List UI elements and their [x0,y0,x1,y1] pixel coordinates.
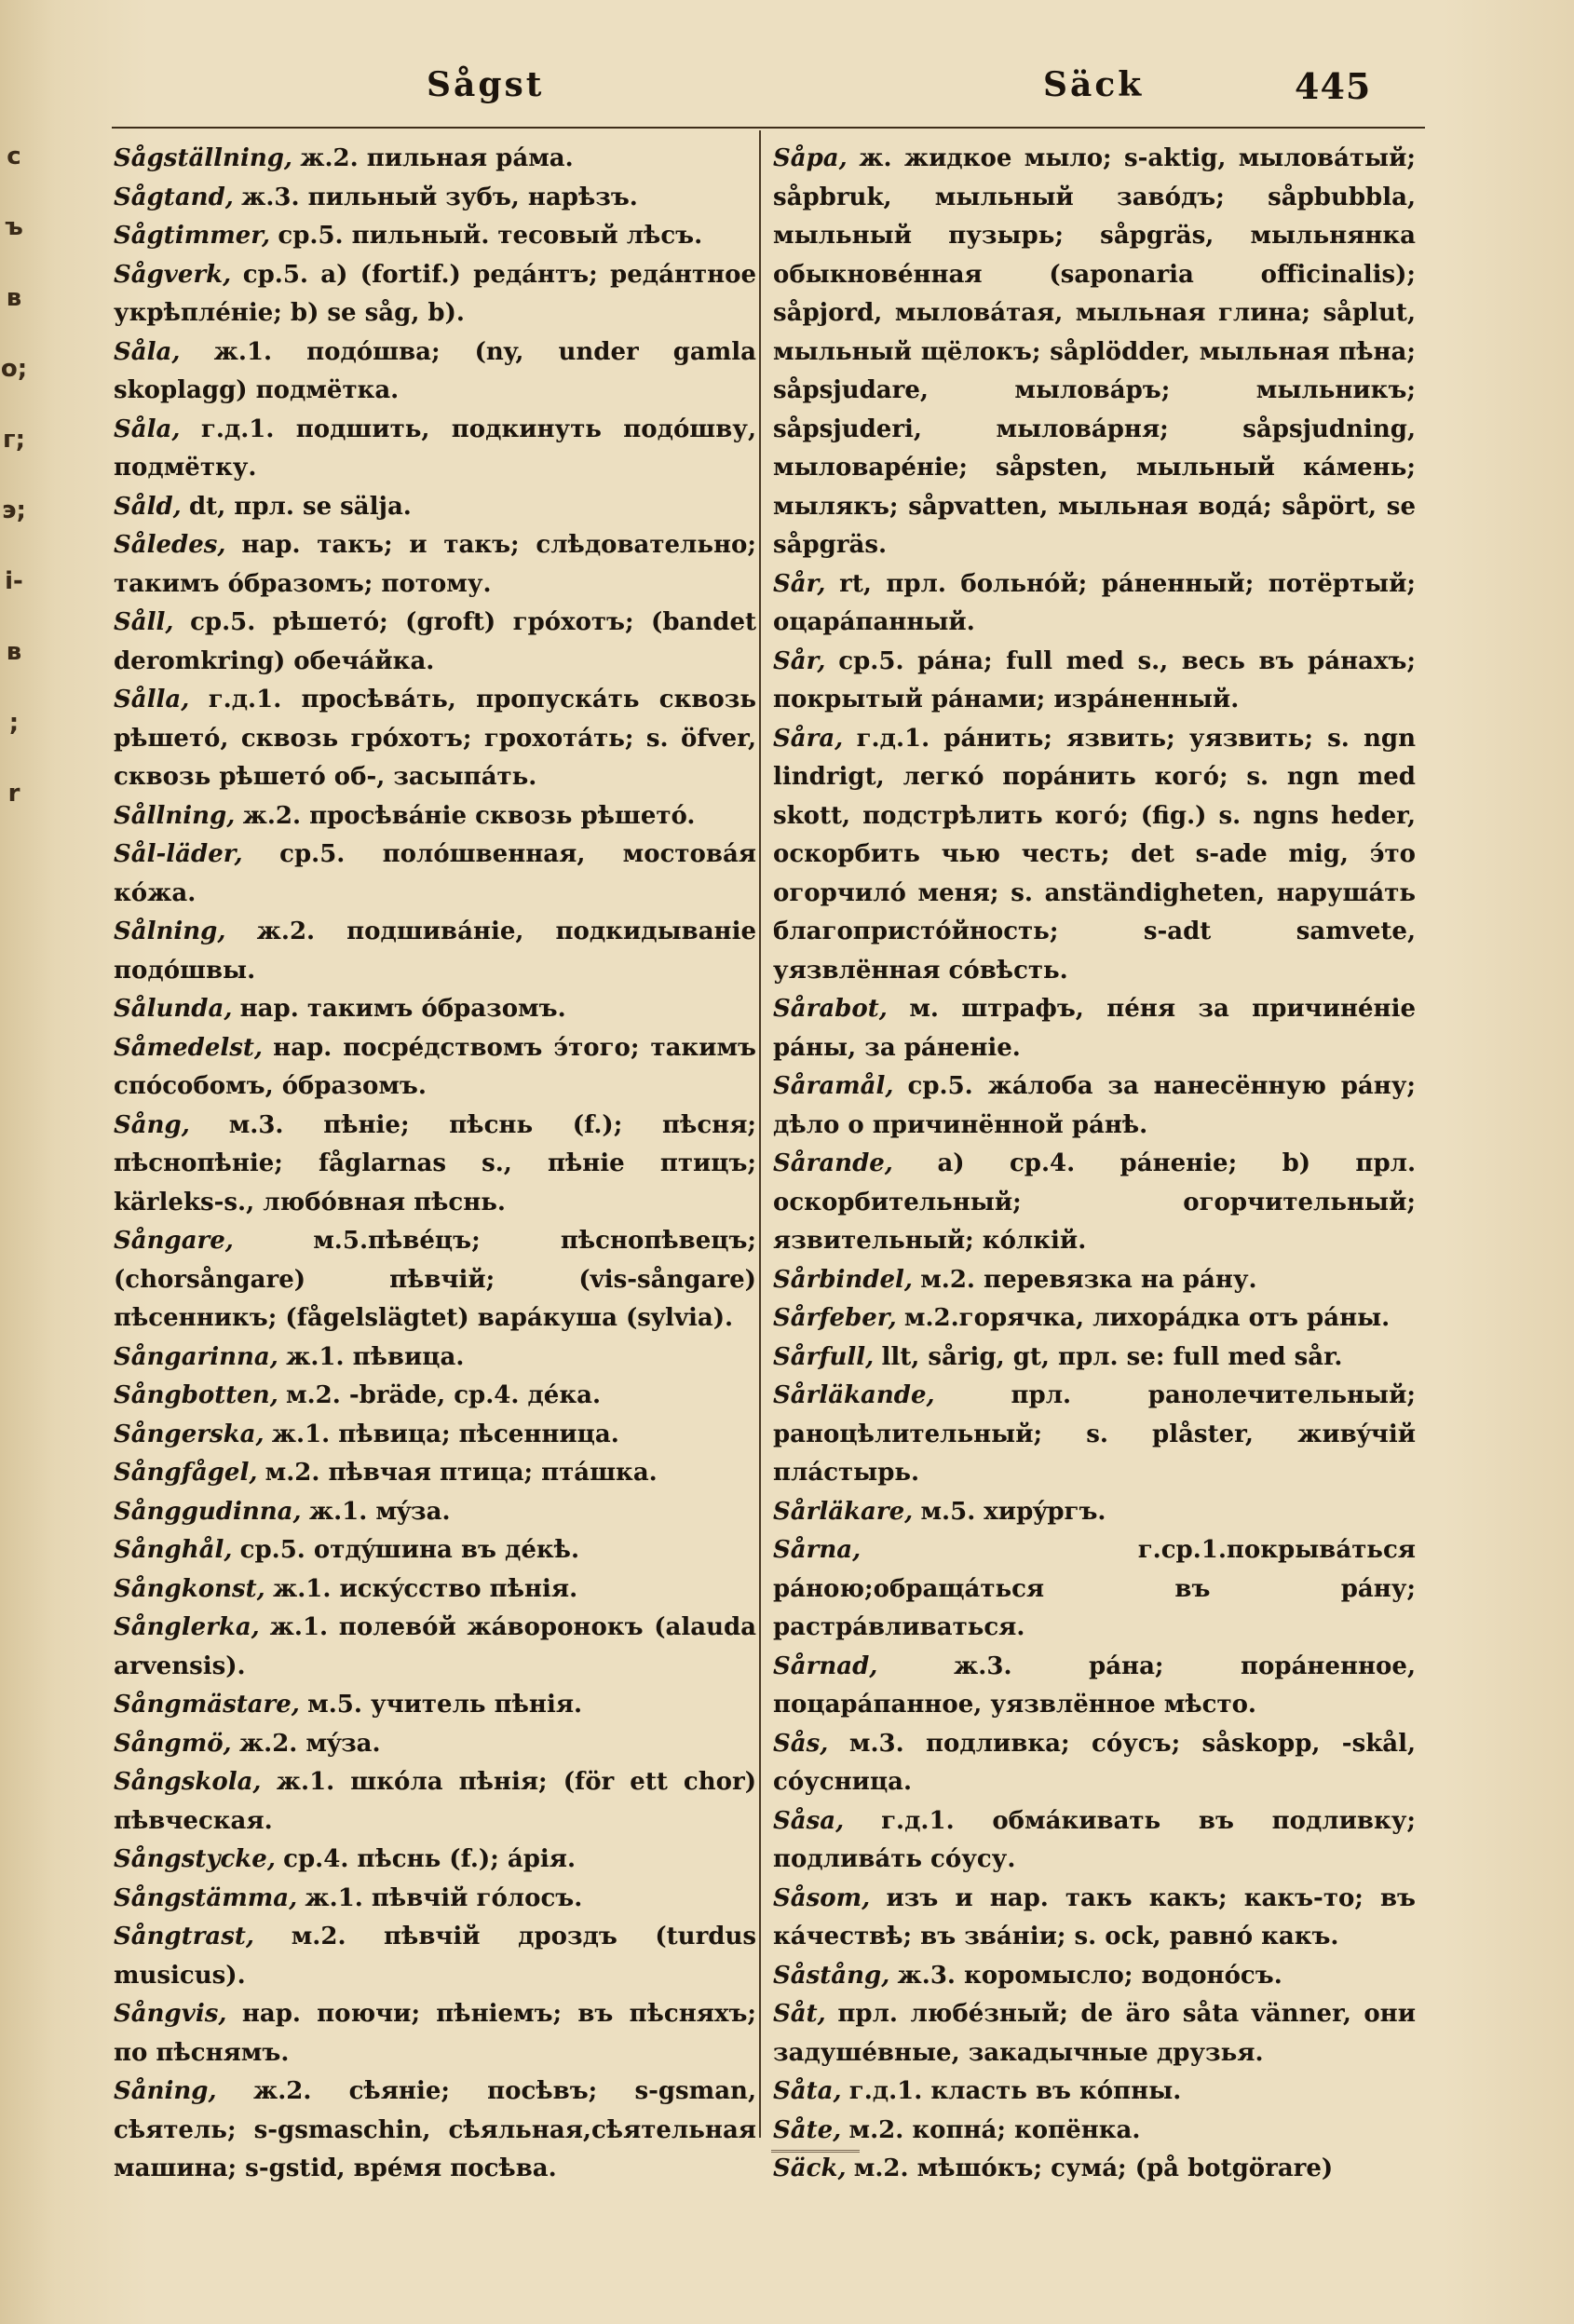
dictionary-entry [114,1686,756,1725]
definition: г.д.1. обмáкивать въ подливку; подливáть сóусу. [773,1806,1417,1873]
headword: Sår, [773,569,826,598]
headword: Såning, [114,2077,217,2105]
dictionary-entry [773,1957,1416,1996]
definition: ср.4. пѣснь (f.); áрія. [283,1845,577,1873]
margin-fragment: в [6,638,22,666]
definition: м.3. подливка; сóусъ; såskopp, -skål, сóусница. [773,1729,1417,1796]
headword: Sånglerka, [114,1613,260,1641]
dictionary-entry [114,1763,756,1841]
dictionary-entry [114,604,756,681]
headword: Sångmästare, [114,1691,300,1719]
definition: м.5. учитель пѣнія. [307,1691,583,1719]
margin-fragment: ъ [5,213,23,241]
definition: ж.2. пильная páма. [300,144,574,172]
definition: ср.5. пильный. тесовый лѣсъ. [278,222,703,250]
dictionary-entry [773,990,1416,1067]
dictionary-entry [114,1841,756,1880]
headword: Sålning, [114,917,226,945]
headword: Sångvis, [114,2000,227,2028]
definition: прл. любéзный; de äro såta vänner, они задушéвные, закадычные друзья. [773,2000,1416,2067]
dictionary-entry [773,2112,1416,2151]
headword: Sångtrast, [114,1923,254,1950]
dictionary-entry [773,1145,1416,1261]
dictionary-entry [114,2073,756,2189]
dictionary-entry [114,1222,756,1339]
headword: Sångbotten, [114,1381,278,1409]
dictionary-entry [773,2073,1416,2112]
definition: нар. посрéдствомъ э́того; такимъ спóсобомъ, óбразомъ. [114,1033,756,1100]
margin-fragment: ; [8,709,20,737]
column-divider [759,130,761,2138]
dictionary-entry [114,1029,756,1107]
dictionary-entry [114,681,756,797]
definition: ср.5. жáлоба за нанесённую рáну; дѣло о причинённой рáнѣ. [773,1072,1416,1139]
headword: Sång, [114,1110,190,1139]
dictionary-entry [773,643,1416,720]
definition: ж.1. пѣвица. [286,1342,465,1371]
margin-fragment: о; [0,355,28,383]
headword: Sålunda, [114,995,233,1023]
dictionary-entry [114,179,756,218]
previous-page-edge [0,121,28,1984]
headword: Sås, [773,1729,829,1758]
headword: Sånggudinna, [114,1497,302,1526]
headword: Sårläkare, [773,1497,914,1526]
headword: Såpa, [773,144,848,172]
dictionary-entry [773,1067,1416,1145]
headword: Sår, [773,646,826,675]
headword: Sångstämma, [114,1883,298,1912]
dictionary-entry [114,333,756,411]
headword: Såld, [114,492,182,521]
definition: ж.2. мýза. [238,1729,381,1758]
dictionary-entry [114,1531,756,1570]
dictionary-entry [114,526,756,604]
headword: Såstång, [773,1961,890,1990]
dictionary-entry [114,411,756,488]
headword: Sålla, [114,686,190,714]
dictionary-entry [773,1493,1416,1532]
headword: Sårnad, [773,1651,878,1680]
dictionary-entry [114,990,756,1029]
definition: г.д.1. рáнить; язвить; уязвить; s. ngn lindrigt, легкó порáнить когó; s. ngn med skott, подстрѣлить когó; (fig.) s. ngns heder, оскорбить чью честь; det s-ade mig, э́то огорчилó меня; s. anständigheten, нарушáть благопристóйность; s-adt samvete, уязвлённая сóвѣсть. [773,724,1417,985]
definition: ж.1. мýза. [308,1497,451,1526]
definition: ж.3. пильный зубъ, нарѣзъ. [241,183,638,211]
dictionary-entry [773,565,1416,643]
right-column [773,140,1416,2189]
dictionary-entry [773,1880,1416,1957]
margin-fragment: r [7,780,20,808]
definition: м.2. пѣвчая птица; птáшка. [265,1459,658,1487]
headword: Sårbindel, [773,1265,913,1294]
definition: нар. поючи; пѣніемъ; въ пѣсняхъ; по пѣснямъ. [114,2000,756,2067]
definition: ж.3. рáна; порáненное, поцарáпанное, уязвлённое мѣсто. [773,1651,1416,1719]
definition: м.3. пѣніе; пѣснь (f.); пѣсня; пѣснопѣніе; fåglarnas s., пѣніе птицъ; kärleks-s., любóвная пѣснь. [114,1110,757,1216]
headword: Sågställning, [114,144,292,172]
definition: ж.1. шкóла пѣнія; (för ett chor) пѣвческая. [114,1768,757,1835]
dictionary-entry [114,1609,756,1686]
headword: Sål-läder, [114,840,243,868]
dictionary-entry [114,797,756,836]
headword: Sårläkande, [773,1381,935,1409]
dictionary-entry [114,1570,756,1610]
dictionary-entry [114,1493,756,1532]
dictionary-entry [773,1802,1416,1880]
margin-fragment: э; [2,496,26,524]
definition: ж.1. полевóй жáворонокъ (alauda arvensis). [114,1613,757,1680]
page-header [0,65,1574,121]
header-rule [112,127,1425,129]
headword: Sårande, [773,1149,893,1177]
headword: Såte, [773,2115,842,2144]
headword: Såla, [114,415,181,443]
definition: г.д.1. подшить, подкинуть подóшву, подмётку. [114,415,756,482]
definition: м.5.пѣвéцъ; пѣснопѣвецъ; (chorsångare) пѣвчій; (vis-sångare) пѣсенникъ; (fågelslägtet) варáкуша (sylvia). [114,1227,756,1332]
dictionary-entry [114,1880,756,1919]
definition: ж.1. подóшва; (ny, under gamla skoplagg) подмётка. [114,337,757,404]
headword: Sågtimmer, [114,222,271,250]
dictionary-entry [773,720,1416,991]
headword: Sångmö, [114,1729,232,1758]
dictionary-entry [114,1454,756,1493]
definition: м.2. мѣшóкъ; сумá; (på botgörare) [853,2154,1334,2182]
dictionary-entry [773,1531,1416,1648]
definition: м.2. копнá; копёнка. [848,2115,1141,2144]
headword: Sågtand, [114,183,234,211]
definition: ср.5. полóшвенная, мостовáя кóжа. [114,840,757,907]
definition: ж.2. просѣвáніе сквозь рѣшетó. [242,801,696,830]
headword: Sårfeber, [773,1304,897,1332]
headword: Säck, [773,2154,847,2182]
dictionary-entry [773,1377,1416,1493]
margin-fragment: г; [3,426,25,454]
definition: ср.5. отдýшина въ дéкѣ. [239,1536,579,1564]
headword: Såta, [773,2077,842,2105]
dictionary-entry [114,1995,756,2073]
headword: Sångstycke, [114,1845,276,1873]
headword: Sågverk, [114,260,232,289]
definition: прл. ранолечительный; раноцѣлительный; s. plåster, живýчій плáстырь. [773,1381,1417,1487]
dictionary-entry [773,1995,1416,2073]
headword: Sårna, [773,1536,862,1564]
definition: ср.5. a) (fortif.) редáнтъ; редáнтное укрѣплéніе; b) se såg, b). [114,260,756,327]
dictionary-entry [114,1416,756,1455]
dictionary-entry [114,217,756,256]
dictionary-entry [114,1725,756,1764]
headword: Sångerska, [114,1420,265,1448]
headword: Sållning, [114,801,236,830]
definition: изъ и нар. такъ какъ; какъ-то; въ кáчествѣ; въ звáніи; s. ock, равнó какъ. [773,1883,1416,1950]
definition: ср.5. рѣшетó; (groft) грóхотъ; (bandet deromkring) обечáйка. [114,608,756,675]
dictionary-entry [114,1339,756,1378]
definition: м.2.горячка, лихорáдка отъ рáны. [903,1304,1391,1332]
definition: ж.3. коромысло; водонóсъ. [897,1961,1282,1990]
page-number: 445 [1295,65,1372,107]
definition: ж.1. пѣвчій гóлосъ. [305,1883,583,1912]
definition: llt, sårig, gt, прл. se: full med sår. [881,1342,1343,1371]
left-guide-word: Sågst [427,65,545,104]
headword: Sångfågel, [114,1459,258,1487]
dictionary-entry [773,2150,1416,2189]
dictionary-entry [773,1339,1416,1378]
dictionary-entry [773,1725,1416,1802]
definition: м.5. хирýргъ. [920,1497,1106,1526]
definition: нар. такимъ óбразомъ. [239,995,566,1023]
right-guide-word: Säck [1043,65,1145,104]
headword: Sångare, [114,1227,234,1255]
dictionary-entry [114,256,756,333]
left-column [114,140,756,2189]
dictionary-entry [114,1918,756,1995]
headword: Såll, [114,608,174,636]
definition: ж.2. подшивáніе, подкидываніе подóшвы. [114,917,756,985]
dictionary-entry [114,836,756,913]
headword: Såramål, [773,1072,894,1100]
headword: Såmedelst, [114,1033,263,1062]
dictionary-entry [114,1107,756,1223]
definition: м.2. пѣвчій дроздъ (turdus musicus). [114,1923,757,1990]
dictionary-entry [114,140,756,179]
definition: м. штрафъ, пéня за причинéніе рáны, за рáненіе. [773,995,1417,1062]
headword: Sårabot, [773,995,888,1023]
dictionary-entry [114,913,756,990]
margin-fragment: в [6,284,22,312]
definition: ср.5. рáна; full med s., весь въ рáнахъ; покрытый рáнами; изрáненный. [773,646,1416,714]
definition: м.2. перевязка на рáну. [920,1265,1257,1294]
headword: Sångskola, [114,1768,262,1796]
margin-fragment: i- [5,567,23,595]
headword: Såla, [114,337,181,366]
definition: нар. такъ; и такъ; слѣдовательно; такимъ óбразомъ; потому. [114,531,757,598]
definition: ж. жидкое мыло; s-aktig, мыловáтый; såpbruk, мыльный завóдъ; såpbubbla, мыльный пузырь; såpgräs, мыльнянка обыкновéнная (saponaria officinalis); såpjord, мыловáтая, мыльная глина; såplut, мыльный щёлокъ; såplödder, мыльная пѣна; såpsjudare, мыловáръ; мыльникъ; såpsjuderi, мыловáрня; såpsjudning, мыловарéніе; såpsten, мыльный кáмень; мылякъ; såpvatten, мыльная водá; såpört, se såpgräs. [773,144,1416,559]
dictionary-entry [773,1299,1416,1339]
margin-fragment: с [7,143,21,170]
definition: г.д.1. просѣвáть, пропускáть сквозь рѣшетó, сквозь грóхотъ; грохотáть; s. öfver, сквозь рѣшетó об-, засыпáть. [114,686,756,791]
headword: Således, [114,531,226,559]
headword: Sångkonst, [114,1574,265,1603]
dictionary-entry [773,1648,1416,1725]
definition: м.2. -bräde, ср.4. дéка. [286,1381,601,1409]
definition: ж.1. искýсство пѣнія. [272,1574,578,1603]
headword: Sångarinna, [114,1342,278,1371]
definition: ж.1. пѣвица; пѣсенница. [271,1420,619,1448]
headword: Sånghål, [114,1536,233,1564]
dictionary-entry [114,1377,756,1416]
headword: Såsa, [773,1806,845,1835]
headword: Såra, [773,724,844,753]
headword: Såsom, [773,1883,871,1912]
definition: a) ср.4. рáненіе; b) прл. оскорбительный; огорчительный; язвительный; кóлкій. [773,1149,1417,1255]
definition: ж.2. сѣяніе; посѣвъ; s-gsman, сѣятель; s-gsmaschin, сѣяльная,сѣятельная машина; s-gstid, врéмя посѣва. [114,2077,756,2182]
headword: Såt, [773,2000,826,2028]
definition: rt, прл. больнóй; рáненный; потёртый; оцарáпанный. [773,569,1417,636]
dictionary-entry [773,140,1416,565]
dictionary-entry [773,1261,1416,1300]
definition: г.ср.1.покрывáться рáною;обращáться въ рáну; растрáвливаться. [773,1536,1416,1641]
dictionary-entry [114,488,756,527]
definition: dt, прл. se sälja. [189,492,412,521]
definition: г.д.1. класть въ кóпны. [848,2077,1182,2105]
column-end-mark [771,2150,860,2156]
headword: Sårfull, [773,1342,875,1371]
